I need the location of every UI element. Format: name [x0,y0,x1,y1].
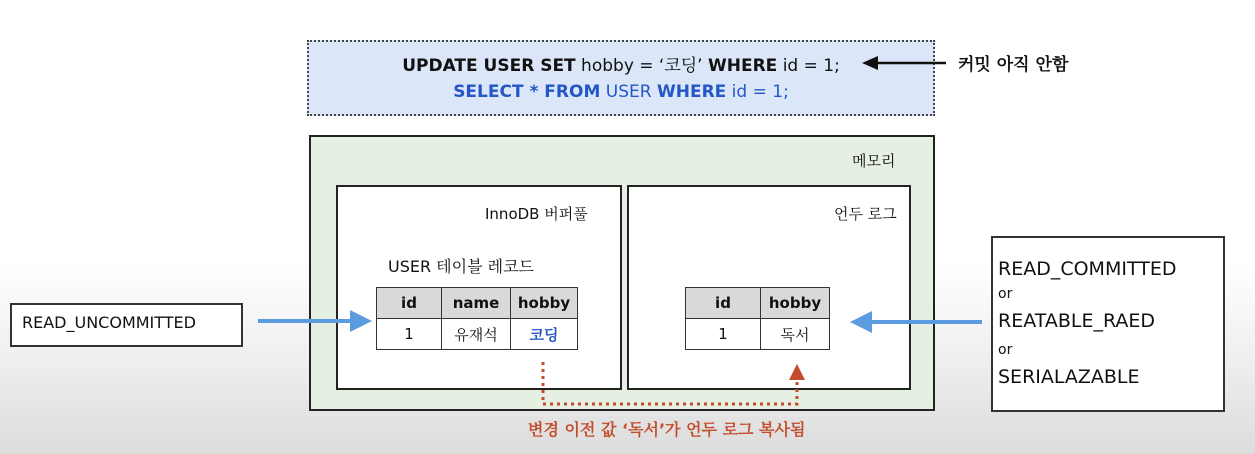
select-where-keyword: WHERE [656,82,727,102]
undo-copy-note: 변경 이전 값 ‘독서’가 언두 로그 복사됨 [528,420,806,439]
column-header: hobby [511,288,578,319]
update-where-keyword: WHERE [708,56,778,76]
column-header: id [377,288,442,319]
user-table-caption: USER 테이블 레코드 [388,257,535,276]
read-uncommitted-label: READ_UNCOMMITTED [22,313,196,332]
select-table: USER [600,82,657,102]
column-header: id [686,288,761,319]
table-cell-updated-hobby: 코딩 [511,319,578,350]
column-header: name [442,288,511,319]
select-keyword: SELECT * FROM [453,82,601,102]
update-condition: id = 1; [777,56,840,76]
undo-copy-arrow-icon [543,362,805,404]
update-keyword: UPDATE USER SET [402,56,576,76]
or-label: or [998,342,1013,358]
repeatable-read-label: REATABLE_RAED [998,310,1156,332]
read-committed-arrow-icon [850,311,982,333]
table-cell: 독서 [761,319,830,350]
read-uncommitted-arrow-icon [258,310,372,332]
table-cell: 1 [686,319,761,350]
table-cell: 유재석 [442,319,511,350]
column-header: hobby [761,288,830,319]
read-committed-label: READ_COMMITTED [998,258,1177,280]
commit-note: 커밋 아직 안함 [958,55,1069,75]
undo-log-label: 언두 로그 [834,205,897,223]
memory-label: 메모리 [852,152,896,170]
table-cell: 1 [377,319,442,350]
buffer-pool-label: InnoDB 버퍼풀 [485,205,588,223]
serializable-label: SERIALAZABLE [998,366,1140,388]
select-condition: id = 1; [726,82,789,102]
or-label: or [998,286,1013,302]
update-assignment: hobby = ‘코딩’ [575,56,708,76]
